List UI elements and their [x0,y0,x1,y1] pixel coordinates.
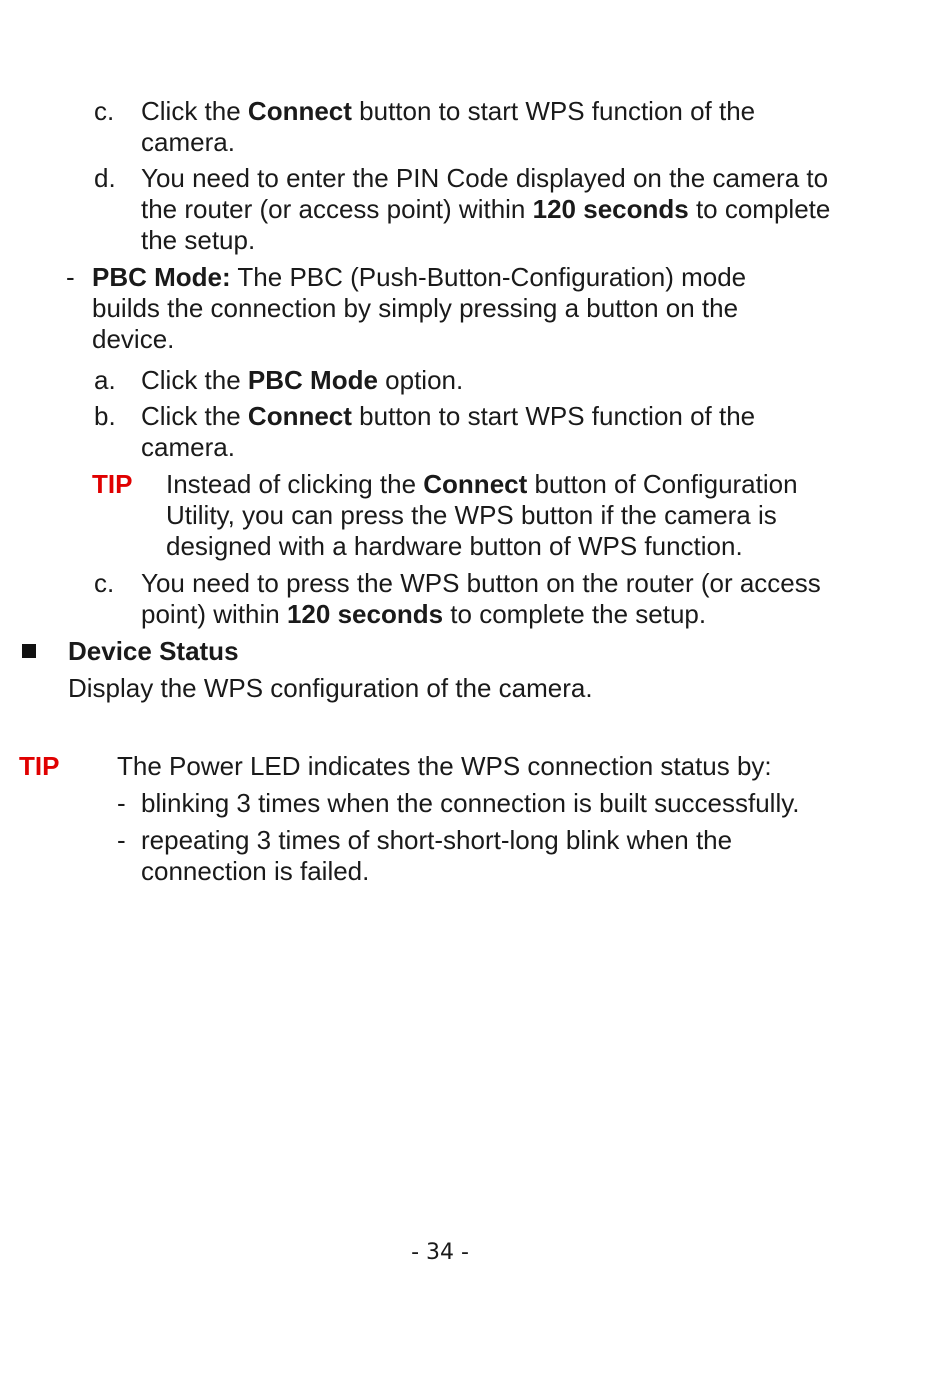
step-marker: d. [94,163,116,193]
device-status-heading: Device Status [68,636,239,666]
step-text: Click the PBC Mode option. [141,365,464,395]
step-marker: a. [94,365,116,395]
tip-label: TIP [19,751,60,781]
step-marker: c. [94,96,115,126]
tip-label: TIP [92,469,133,499]
step-text: You need to enter the PIN Code displayed on the camera to the router (or access point) within 120 seconds to complete the setup. [141,163,831,255]
list-item-text: blinking 3 times when the connection is built successfully. [141,788,800,818]
step-text: Click the Connect button to start WPS function of the camera. [141,401,756,462]
step-text: Click the Connect button to start WPS function of the camera. [141,96,756,157]
step-marker: b. [94,401,116,431]
tip-text: Instead of clicking the Connect button of Configuration Utility, you can press the WPS button if the camera is designed with a hardware button of WPS function. [166,469,798,561]
dash-marker: - [66,262,75,292]
list-item-text: repeating 3 times of short-short-long blink when the connection is failed. [141,825,733,886]
square-bullet-icon [22,644,36,658]
step-marker: c. [94,568,115,598]
dash-marker: - [117,788,126,818]
device-status-desc: Display the WPS configuration of the camera. [68,673,593,703]
tip-text: The Power LED indicates the WPS connection status by: [117,751,772,781]
page-number: - 34 - [411,1240,469,1265]
dash-marker: - [117,825,126,855]
pbc-mode-text: PBC Mode: The PBC (Push-Button-Configuration) mode builds the connection by simply pressing a button on the device. [92,262,747,354]
step-text: You need to press the WPS button on the router (or access point) within 120 seconds to complete the setup. [141,568,821,629]
